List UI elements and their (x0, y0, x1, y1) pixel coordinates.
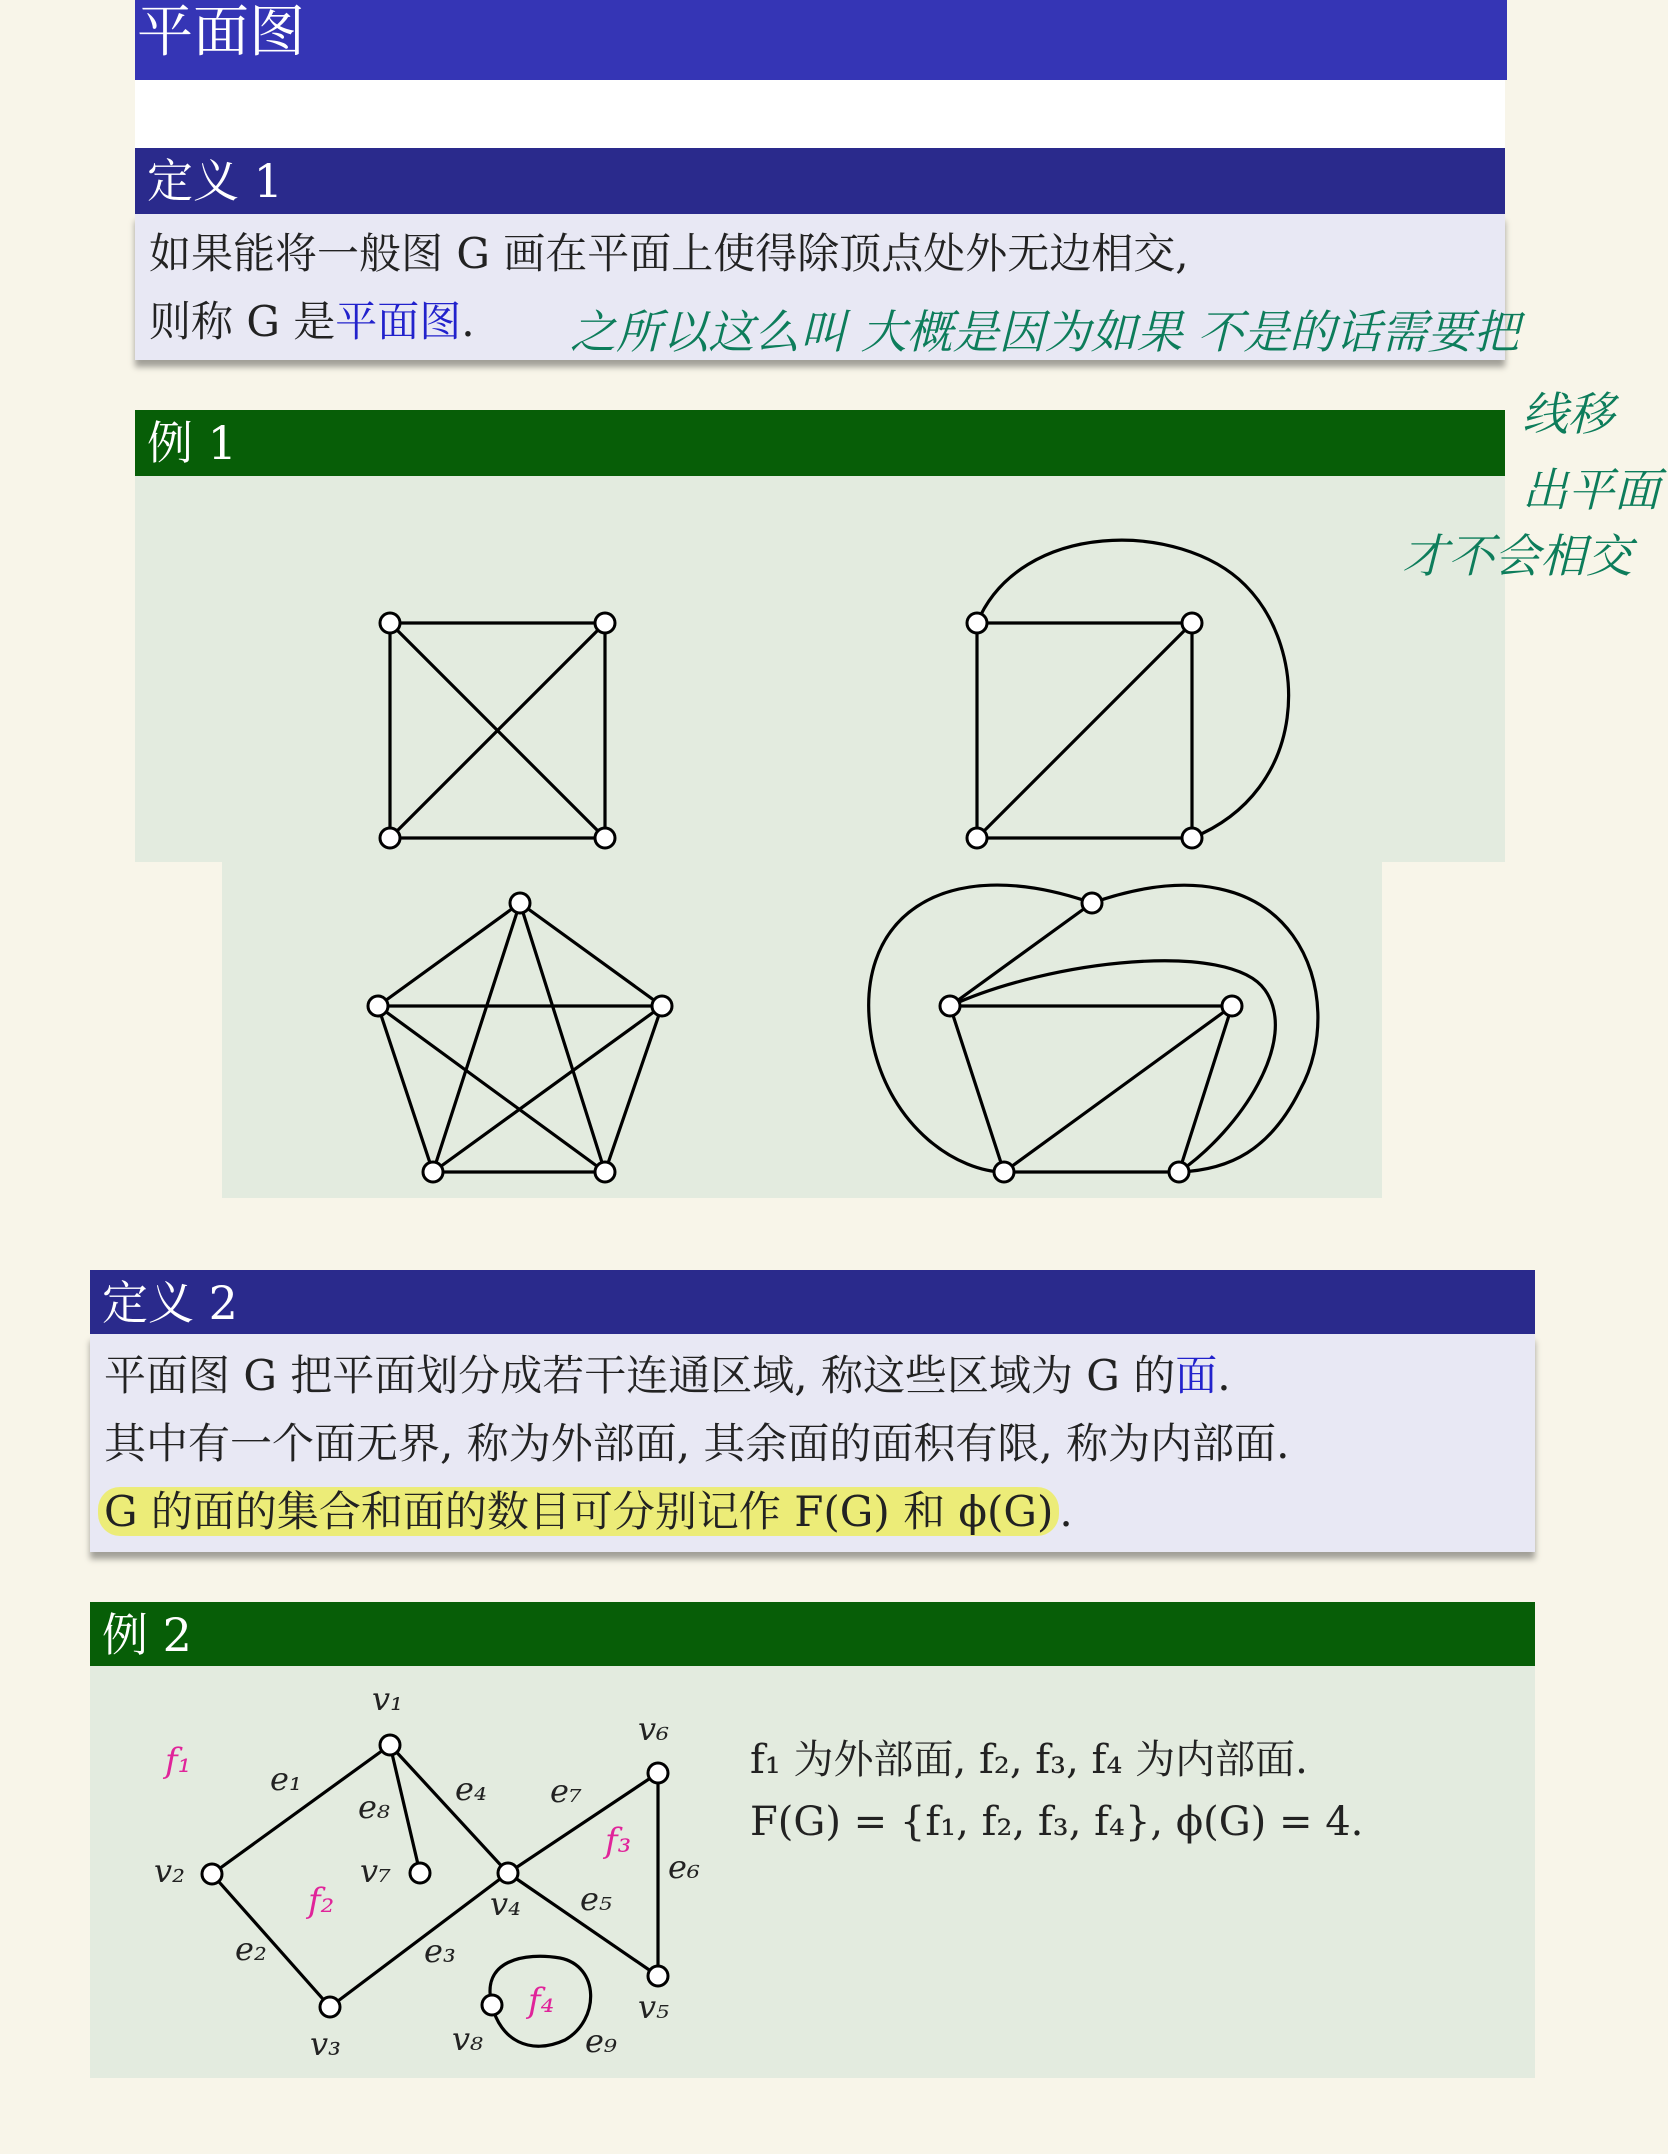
vertex-dot (423, 1162, 443, 1182)
vertex-dot (510, 893, 530, 913)
edge-e4 (390, 1745, 508, 1873)
label-v7: v₇ (360, 1852, 391, 1890)
vertex-dot (380, 613, 400, 633)
definition-2-line-1-prefix: 平面图 G 把平面划分成若干连通区域, 称这些区域为 G 的 (104, 1351, 1176, 1400)
handwritten-note-line-2: 线移 (1522, 387, 1614, 441)
label-e8: e₈ (358, 1788, 390, 1826)
vertex-v8 (482, 1995, 502, 2015)
vertex-dot (652, 996, 672, 1016)
label-e2: e₂ (235, 1930, 267, 1968)
definition-2-line-3-suffix: . (1059, 1487, 1073, 1536)
example-2-text-2: F(G) = {f₁, f₂, f₃, f₄}, ϕ(G) = 4. (750, 1799, 1364, 1845)
definition-1-line-1: 如果能将一般图 G 画在平面上使得除顶点处外无边相交, (149, 229, 1189, 278)
handwritten-note-line-1: 之所以这么叫 大概是因为如果 不是的话需要把 (570, 305, 1520, 359)
vertex-v4 (498, 1863, 518, 1883)
label-v3: v₃ (310, 2025, 341, 2063)
label-e4: e₄ (455, 1770, 487, 1808)
vertex-v6 (648, 1763, 668, 1783)
planar-graph-term: 平面图 (335, 297, 462, 346)
k4-planar-diagonal (977, 623, 1192, 838)
label-v4: v₄ (490, 1885, 521, 1923)
vertex-v7 (410, 1863, 430, 1883)
planar-top-edge (950, 903, 1092, 1006)
definition-2-line-1 (104, 1352, 1231, 1400)
definition-2-line-3 (98, 1488, 1073, 1536)
label-f3: f₃ (605, 1821, 632, 1861)
vertex-dot (368, 996, 388, 1016)
label-e9: e₉ (585, 2022, 617, 2060)
vertex-dot (967, 828, 987, 848)
label-f1: f₁ (165, 1741, 192, 1781)
highlighted-notation: G 的面的集合和面的数目可分别记作 F(G) 和 ϕ(G) (98, 1487, 1059, 1536)
definition-1-line-2-suffix: . (461, 297, 475, 346)
label-f2: f₂ (308, 1881, 335, 1921)
vertex-v1 (380, 1735, 400, 1755)
vertex-dot (595, 1162, 615, 1182)
planar-quad-edges (950, 1006, 1232, 1172)
vertex-dot (380, 828, 400, 848)
label-e7: e₇ (550, 1772, 582, 1810)
planar-outer-arc (1092, 885, 1318, 1172)
label-e5: e₅ (580, 1880, 612, 1918)
label-e6: e₆ (668, 1848, 700, 1886)
vertex-dot (994, 1162, 1014, 1182)
vertex-dot (595, 828, 615, 848)
example-1-header: 例 1 (135, 410, 1505, 476)
planar-curve-to-right (950, 961, 1275, 1172)
definition-1-line-2-prefix: 则称 G 是 (149, 297, 336, 346)
vertex-dot (1182, 613, 1202, 633)
label-v8: v₈ (452, 2020, 483, 2058)
k4-planar-drawing (977, 540, 1289, 838)
edge-e8 (390, 1745, 420, 1873)
vertex-v5 (648, 1966, 668, 1986)
vertex-v3 (320, 1997, 340, 2017)
k5-minus-edge-crossing (378, 903, 662, 1172)
vertex-dot (1222, 996, 1242, 1016)
handwritten-note-line-3: 出平面 (1522, 463, 1660, 517)
vertex-dot (940, 996, 960, 1016)
label-f4: f₄ (528, 1981, 555, 2021)
vertex-dot (1082, 893, 1102, 913)
page-title: 平面图 (135, 0, 1507, 80)
face-term: 面 (1175, 1351, 1218, 1400)
example-2-graph (0, 1660, 760, 2080)
label-e1: e₁ (270, 1760, 302, 1798)
k5-minus-edge-planar (869, 885, 1318, 1172)
definition-2-line-1-suffix: . (1217, 1351, 1231, 1400)
planar-diagonal (1004, 1006, 1232, 1172)
vertex-dot (967, 613, 987, 633)
example-2-text-1: f₁ 为外部面, f₂, f₃, f₄ 为内部面. (750, 1737, 1308, 1783)
label-v1: v₁ (372, 1680, 403, 1718)
label-v5: v₅ (638, 1988, 669, 2026)
handwritten-note-line-4: 才不会相交 (1402, 529, 1632, 583)
definition-2-header: 定义 2 (90, 1270, 1535, 1334)
vertex-v2 (202, 1864, 222, 1884)
definition-2-body (90, 1334, 1535, 1552)
vertex-dot (1182, 828, 1202, 848)
label-v6: v₆ (638, 1710, 669, 1748)
label-v2: v₂ (154, 1852, 185, 1890)
definition-2-line-2: 其中有一个面无界, 称为外部面, 其余面的面积有限, 称为内部面. (104, 1419, 1290, 1468)
vertex-dot (595, 613, 615, 633)
edge-e3 (330, 1873, 508, 2007)
vertex-dot (1169, 1162, 1189, 1182)
example-2-header: 例 2 (90, 1602, 1535, 1666)
k4-diagonal-edges (390, 623, 605, 838)
label-e3: e₃ (424, 1932, 456, 1970)
k4-crossing-drawing (390, 623, 605, 838)
edge-e7 (508, 1773, 658, 1873)
definition-1-header: 定义 1 (135, 148, 1505, 214)
